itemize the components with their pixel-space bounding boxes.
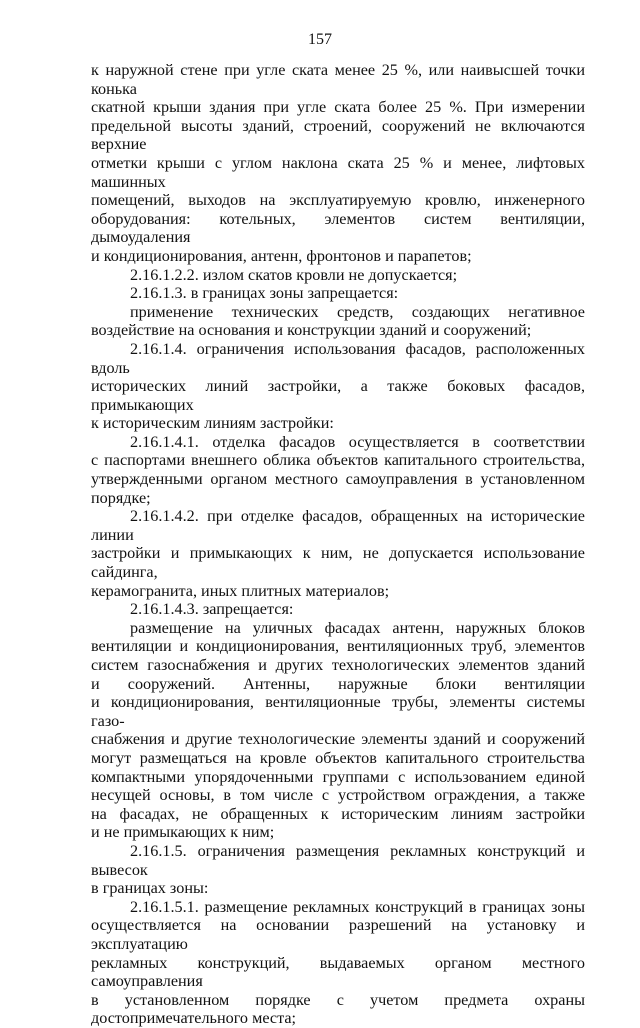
text-line: отметки крыши с углом наклона ската 25 % и менее, лифтовых машинных [91, 153, 585, 191]
text-line: оборудования: котельных, элементов систем вентиляции, дымоудаления [91, 209, 585, 247]
text-line: достопримечательного места; [91, 1009, 297, 1028]
text-line: размещение на уличных фасадах антенн, наружных блоков [130, 618, 585, 637]
text-line: предельной высоты зданий, строений, сооружений не включаются верхние [91, 116, 585, 154]
text-line: и не примыкающих к ним; [91, 823, 275, 842]
document-body [91, 61, 585, 1028]
text-line: компактными упорядоченными группами с использованием единой [91, 767, 585, 786]
text-line: утвержденными органом местного самоуправления в установленном [91, 470, 585, 489]
text-line: осуществляется на основании разрешений на установку и эксплуатацию [91, 916, 585, 953]
text-line: систем газоснабжения и других технологических элементов зданий [91, 656, 585, 674]
text-line: застройки и примыкающих к ним, не допускается использование сайдинга, [91, 544, 585, 582]
text-line: 2.16.1.3. в границах зоны запрещается: [130, 284, 399, 303]
text-line: в установленном порядке с учетом предмета охраны [91, 990, 585, 1009]
text-line: вентиляции и кондиционирования, вентиляционных труб, элементов [91, 637, 585, 656]
text-line: на фасадах, не обращенных к историческим линиям застройки [91, 804, 585, 823]
text-line: скатной крыши здания при угле ската более 25 %. При измерении [91, 98, 585, 117]
text-line: 2.16.1.4. ограничения использования фасадов, расположенных вдоль [91, 339, 585, 377]
text-line: могут размещаться на кровле объектов капитального строительства [91, 748, 585, 767]
text-line: рекламных конструкций, выдаваемых органом местного самоуправления [91, 953, 585, 991]
text-line: несущей основы, в том числе с устройством ограждения, а также [91, 786, 585, 805]
text-line: 2.16.1.5.1. размещение рекламных конструкций в границах зоны [130, 897, 585, 916]
text-line: в границах зоны: [91, 879, 209, 898]
text-line: порядке; [91, 488, 151, 507]
text-line: и сооружений. Антенны, наружные блоки вентиляции [91, 674, 585, 693]
text-line: снабжения и другие технологические элементы зданий и сооружений [91, 730, 585, 749]
text-line: и кондиционирования, вентиляционные трубы, элементы системы газо- [91, 693, 585, 730]
text-line: воздействие на основания и конструкции зданий и сооружений; [91, 321, 532, 340]
text-line: 2.16.1.4.2. при отделке фасадов, обращенных на исторические линии [91, 507, 585, 544]
text-line: 2.16.1.2.2. излом скатов кровли не допускается; [130, 265, 458, 284]
text-line: помещений, выходов на эксплуатируемую кровлю, инженерного [91, 191, 585, 210]
text-line: к наружной стене при угле ската менее 25 %, или наивысшей точки конька [91, 61, 585, 98]
text-line: исторических линий застройки, а также боковых фасадов, примыкающих [91, 377, 585, 414]
text-line: с паспортами внешнего облика объектов капитального строительства, [91, 451, 585, 470]
text-line: 2.16.1.4.3. запрещается: [130, 600, 294, 619]
text-line: 2.16.1.5. ограничения размещения рекламных конструкций и вывесок [91, 841, 585, 879]
text-line: применение технических средств, создающих негативное [130, 302, 585, 321]
page-number: 157 [308, 31, 332, 48]
text-line: и кондиционирования, антенн, фронтонов и парапетов; [91, 246, 472, 265]
text-line: к историческим линиям застройки: [91, 414, 334, 433]
text-line: керамогранита, иных плитных материалов; [91, 581, 390, 600]
text-line: 2.16.1.4.1. отделка фасадов осуществляется в соответствии [130, 432, 585, 451]
